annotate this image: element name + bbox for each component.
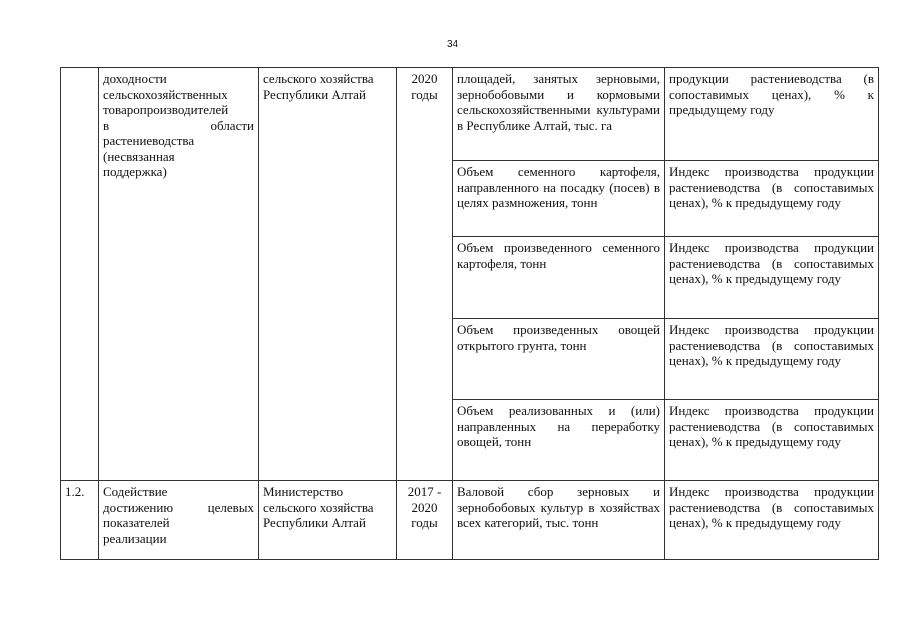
measure-name-cell: доходности сельскохозяйственных товаропроизводителей в области растениеводства (несвязанная поддержка) [99,68,259,481]
program-table [60,67,879,560]
result-cell: продукции растениеводства (в сопоставимых ценах), % к предыдущему году [665,68,879,161]
indicator-cell: площадей, занятых зерновыми, зернобобовыми и кормовыми сельскохозяйственными культурами в Республике Алтай, тыс. га [453,68,665,161]
result-cell: Индекс производства продукции растениеводства (в сопоставимых ценах), % к предыдущему году [665,400,879,481]
result-cell: Индекс производства продукции растениеводства (в сопоставимых ценах), % к предыдущему году [665,237,879,319]
result-cell: Индекс производства продукции растениеводства (в сопоставимых ценах), % к предыдущему году [665,481,879,560]
table-row [61,481,879,560]
measure-name-cell: Содействие достижению целевых показателей реализации [99,481,259,560]
row-number-cell: 1.2. [61,481,99,560]
indicator-cell: Объем реализованных и (или) направленных на переработку овощей, тонн [453,400,665,481]
indicator-cell: Валовой сбор зерновых и зернобобовых культур в хозяйствах всех категорий, тыс. тонн [453,481,665,560]
executor-cell: сельского хозяйства Республики Алтай [259,68,397,481]
years-cell: 2020 годы [397,68,453,481]
result-cell: Индекс производства продукции растениеводства (в сопоставимых ценах), % к предыдущему году [665,319,879,400]
result-cell: Индекс производства продукции растениеводства (в сопоставимых ценах), % к предыдущему году [665,161,879,237]
indicator-cell: Объем произведенного семенного картофеля, тонн [453,237,665,319]
row-number-cell [61,68,99,481]
indicator-cell: Объем семенного картофеля, направленного на посадку (посев) в целях размножения, тонн [453,161,665,237]
indicator-cell: Объем произведенных овощей открытого грунта, тонн [453,319,665,400]
years-cell: 2017 - 2020 годы [397,481,453,560]
table-row [61,68,879,161]
page-number: 34 [446,39,459,50]
executor-cell: Министерство сельского хозяйства Республики Алтай [259,481,397,560]
